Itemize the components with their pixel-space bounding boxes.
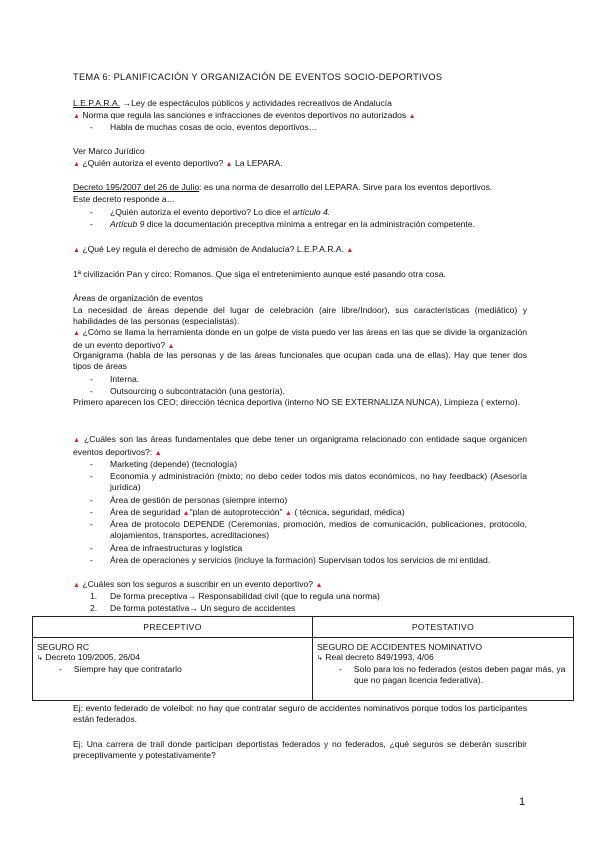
red-triangle-icon: ▲ [73, 113, 80, 120]
area-list-item: Área de gestión de personas (siempre interno) [110, 495, 288, 505]
dash-bullet-icon: - [90, 543, 93, 553]
red-triangle-icon: ▲ [167, 342, 175, 350]
area-type-item: Outsourcing o subcontratación (una gestoría). [110, 386, 285, 396]
table-cell-preceptivo [33, 638, 313, 701]
lepara-note: ▲ Norma que regula las sanciones e infracciones de eventos deportivos no autorizados ▲ [73, 110, 416, 120]
red-triangle-icon: ▲ [73, 582, 80, 589]
seguro-rc-bullet: - Siempre hay que contratarlo [59, 664, 182, 675]
marco-question: ▲ ¿Quién autoriza el evento deportivo? ▲ La LEPARA. [73, 158, 283, 168]
red-triangle-icon: ▲ [73, 247, 80, 254]
page-title: TEMA 6: PLANIFICACIÓN Y ORGANIZACIÓN DE EVENTOS SOCIO-DEPORTIVOS [73, 72, 443, 82]
lepara-definition: →Ley de espectáculos públicos y actividades recreativos de Andalucía [120, 98, 392, 108]
decreto-bullet-2: Artícub 9 dice la documentación preceptiva mínima a entregar en la administración competente. [110, 219, 475, 229]
table-cell-potestativo [313, 638, 574, 701]
dash-bullet-icon: - [90, 122, 93, 132]
page-number: 1 [519, 796, 526, 808]
area-list-item: Economía y administración (mixto; no debo ceder todos mis datos económicos, no hay feedback) (Asesoría jurídica) [110, 471, 527, 492]
area-list-item: Área de seguridad ▲"plan de autoprotección" ▲ ( técnica, seguridad, médica) [110, 507, 405, 517]
seguro-accidentes-sub: ↳ Real decreto 849/1993, 4/06 [317, 652, 434, 663]
table-header-preceptivo: PRECEPTIVO [33, 617, 313, 638]
red-triangle-icon: ▲ [315, 582, 323, 589]
dash-bullet-icon: - [339, 664, 342, 675]
dash-bullet-icon: - [90, 495, 93, 505]
areas-heading: Áreas de organización de eventos [73, 293, 203, 303]
areas-question: ▲ ¿Cómo se llama la herramienta donde en un golpe de vista puedo ver las áreas en las que se divide la organización de un evento deportivo? ▲ [73, 327, 528, 350]
decreto-line: Decreto 195/2007 del 26 de Julio: es una norma de desarrollo del LEPARA. Sirve para los eventos deportivos. [73, 182, 493, 192]
marco-heading: Ver Marco Jurídico [73, 146, 145, 156]
dash-bullet-icon: - [90, 555, 93, 565]
return-arrow-icon: ↳ [37, 655, 43, 663]
civilizacion-line: 1ª civilización Pan y circo: Romanos. Que siga el entretenimiento aunque esté pasando otra cosa. [73, 269, 446, 279]
fundamentales-question: ▲ ¿Cuáles son las áreas fundamentales que debe tener un organigrama relacionado con entidade saque organicen eventos deportivos?: ▲ [73, 434, 527, 457]
lepara-line [73, 98, 392, 109]
dash-bullet-icon: - [90, 219, 93, 229]
example-2: Ej: Una carrera de trail donde participan deportistas federados y no federados, ¿qué seguros se deberán suscribir preceptivamente y potestativamente? [73, 739, 527, 760]
red-triangle-icon: ▲ [154, 449, 162, 457]
dash-bullet-icon: - [90, 374, 93, 384]
red-triangle-icon: ▲ [73, 161, 80, 168]
insurance-table [32, 616, 574, 701]
dash-bullet-icon: - [90, 386, 93, 396]
decreto-link: Decreto 195/2007 del 26 de Julio [73, 182, 200, 192]
seguros-question: ▲ ¿Cuáles son los seguros a suscribir en un evento deportivo? ▲ [73, 579, 323, 589]
red-triangle-icon: ▲ [73, 330, 81, 337]
organigrama-paragraph: Organigrama (habla de las personas y de las áreas funcionales que ocupan cada una de ellas). Hay que tener dos tipos de áreas [73, 350, 527, 371]
primero-paragraph: Primero aparecen los CEO; dirección técnica deportiva (interno NO SE EXTERNALIZA NUNCA), Limpieza ( externo). [73, 397, 521, 407]
dash-bullet-icon: - [90, 507, 93, 517]
seguro-item: De forma potestativa→ Un seguro de accidentes [110, 603, 296, 613]
seguro-item: De forma preceptiva→ Responsabilidad civil (que lo regula una norma) [110, 591, 380, 601]
admision-question: ▲ ¿Qué Ley regula el derecho de admisión de Andalucía? L.E.P.A.R.A. ▲ [73, 244, 354, 254]
return-arrow-icon: ↳ [317, 655, 323, 663]
seguro-accidentes-title: SEGURO DE ACCIDENTES NOMINATIVO [317, 642, 483, 652]
dash-bullet-icon: - [90, 471, 93, 481]
seguro-accidentes-bullet: - Solo para los no federados (estos deben pagar más, ya [339, 664, 566, 675]
table-header-potestativo: POTESTATIVO [313, 617, 574, 638]
decreto-bullet-1: ¿Quién autoriza el evento deportivo? Lo dice el artículo 4. [110, 207, 331, 217]
red-triangle-icon: ▲ [285, 510, 292, 517]
dash-bullet-icon: - [90, 207, 93, 217]
list-number: 2. [90, 603, 98, 613]
red-triangle-icon: ▲ [346, 247, 354, 254]
lepara-bullet: Habla de muchas cosas de ocio, eventos deportivos… [110, 122, 318, 132]
area-list-item: Área de protocolo DEPENDE (Ceremonias, promoción, medios de comunicación, publicaciones, protocolo, alojamientos, transportes, acreditaciones) [110, 519, 527, 540]
area-list-item: Marketing (depende) (tecnología) [110, 459, 238, 469]
red-triangle-icon: ▲ [182, 510, 190, 517]
seguro-accidentes-bullet-cont: que no pagan licencia federativa). [354, 674, 483, 685]
dash-bullet-icon: - [90, 459, 93, 469]
list-number: 1. [90, 591, 98, 601]
area-list-item: Área de infraestructuras y logística [110, 543, 243, 553]
area-type-item: Interna. [110, 374, 140, 384]
dash-bullet-icon: - [90, 519, 93, 529]
example-1: Ej: evento federado de voleibol: no hay que contratar seguro de accidentes nominativos porque todos los participantes están federados. [73, 703, 527, 724]
seguro-rc-sub: ↳ Decreto 109/2005, 26/04 [37, 652, 140, 663]
dash-bullet-icon: - [59, 664, 62, 675]
areas-paragraph: La necesidad de áreas depende del lugar de celebración (aire libre/Indoor), sus características (mediático) y habilidades de las personas (especialistas). [73, 305, 527, 326]
area-list-item: Área de operaciones y servicios (incluye la formación) Supervisan todos los servicios de mi entidad. [110, 555, 491, 565]
red-triangle-icon: ▲ [408, 113, 416, 120]
lepara-term: L.E.P.A.R.A. [73, 98, 121, 108]
red-triangle-icon: ▲ [225, 161, 233, 168]
decreto-line2: Este decreto responde a… [73, 194, 176, 204]
seguro-rc-title: SEGURO RC [37, 642, 90, 652]
red-triangle-icon: ▲ [73, 437, 81, 444]
